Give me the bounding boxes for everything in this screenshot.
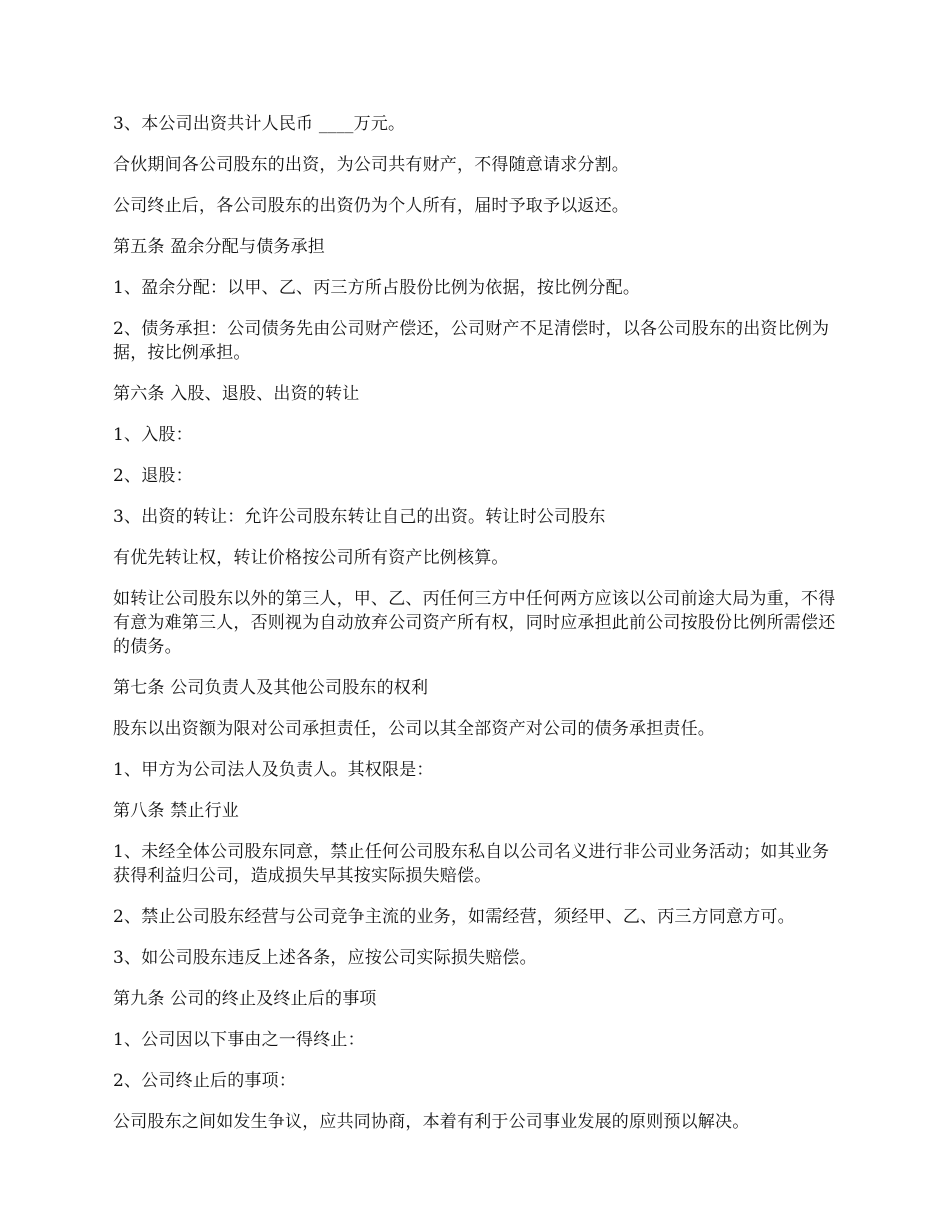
paragraph-violation-compensation: 3、如公司股东违反上述各条，应按公司实际损失赔偿。 [113, 948, 537, 968]
paragraph-third-party-transfer: 如转让公司股东以外的第三人，甲、乙、丙任何三方中任何两方应该以公司前途大局为重，不得有意为难第三人，否则视为自动放弃公司资产所有权，同时应承担此前公司按股份比例所需偿还的债务。 [113, 589, 836, 657]
heading-article-9: 第九条 公司的终止及终止后的事项 [113, 989, 377, 1009]
paragraph-termination-causes: 1、公司因以下事由之一得终止： [113, 1030, 365, 1050]
paragraph-joint-property: 合伙期间各公司股东的出资，为公司共有财产，不得随意请求分割。 [113, 155, 629, 175]
paragraph-priority-transfer: 有优先转让权，转让价格按公司所有资产比例核算。 [113, 548, 509, 568]
paragraph-legal-representative: 1、甲方为公司法人及负责人。其权限是： [113, 760, 434, 780]
paragraph-capital-return: 公司终止后，各公司股东的出资仍为个人所有，届时予取予以返还。 [113, 196, 629, 216]
paragraph-capital-total: 3、本公司出资共计人民币 ____万元。 [113, 114, 406, 134]
heading-article-5: 第五条 盈余分配与债务承担 [113, 237, 326, 257]
paragraph-dispute-resolution: 公司股东之间如发生争议，应共同协商，本着有利于公司事业发展的原则预以解决。 [113, 1112, 750, 1132]
paragraph-share-entry: 1、入股： [113, 425, 193, 445]
paragraph-liability: 股东以出资额为限对公司承担责任，公司以其全部资产对公司的债务承担责任。 [113, 719, 715, 739]
paragraph-share-exit: 2、退股： [113, 466, 193, 486]
paragraph-debt-bearing: 2、债务承担：公司债务先由公司财产偿还，公司财产不足清偿时，以各公司股东的出资比例为据，按比例承担。 [113, 319, 830, 363]
paragraph-capital-transfer: 3、出资的转让：允许公司股东转让自己的出资。转让时公司股东 [113, 507, 606, 527]
heading-article-6: 第六条 入股、退股、出资的转让 [113, 384, 360, 404]
paragraph-prohibition-private-business: 1、未经全体公司股东同意，禁止任何公司股东私自以公司名义进行非公司业务活动；如其业务获得利益归公司，造成损失早其按实际损失赔偿。 [113, 842, 830, 886]
paragraph-profit-distribution: 1、盈余分配：以甲、乙、丙三方所占股份比例为依据，按比例分配。 [113, 278, 641, 298]
document-body [113, 112, 841, 1151]
paragraph-post-termination: 2、公司终止后的事项： [113, 1071, 297, 1091]
heading-article-8: 第八条 禁止行业 [113, 801, 240, 821]
heading-article-7: 第七条 公司负责人及其他公司股东的权利 [113, 678, 429, 698]
paragraph-prohibition-competition: 2、禁止公司股东经营与公司竞争主流的业务，如需经营，须经甲、乙、丙三方同意方可。 [113, 907, 795, 927]
